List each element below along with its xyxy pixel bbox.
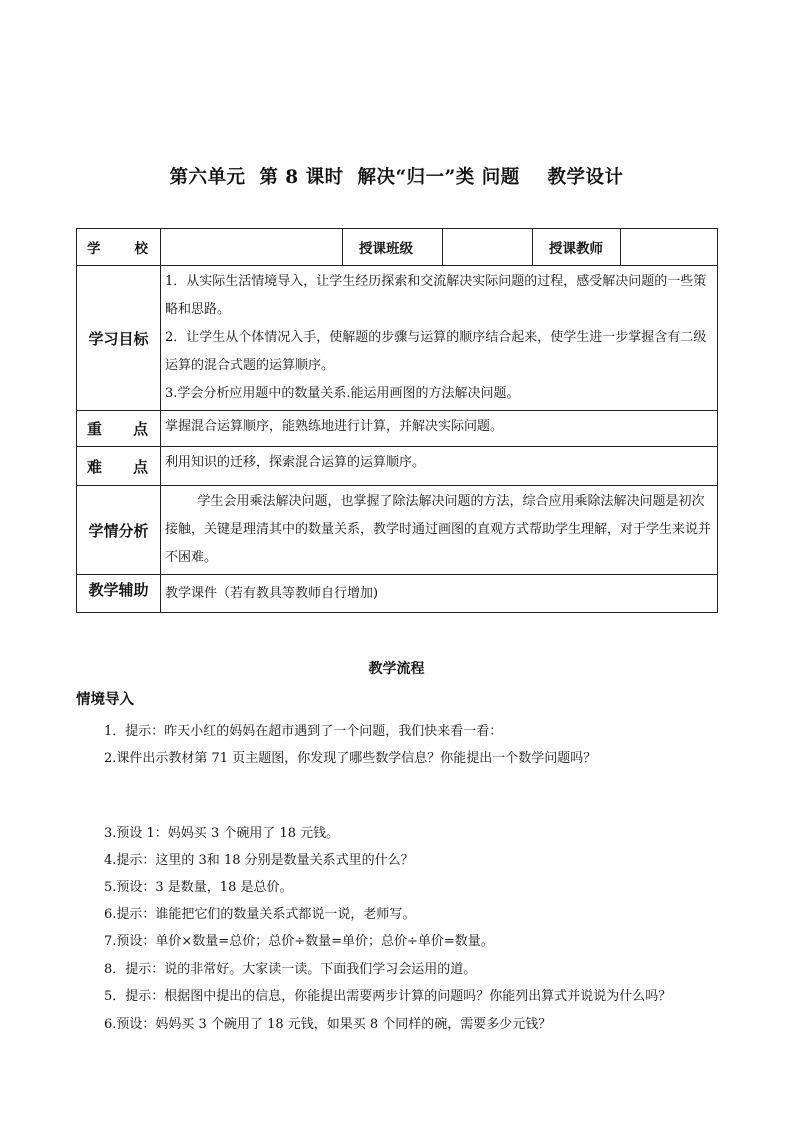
table-row: [77, 447, 718, 486]
school-label-char2: 校: [134, 241, 148, 257]
teacher-value-cell[interactable]: [621, 229, 718, 266]
flow-line: 2.课件出示教材第 71 页主题图，你发现了哪些数学信息？你能提出一个数学问题吗？: [104, 751, 597, 766]
key-text: 掌握混合运算顺序，能熟练地进行计算，并解决实际问题。: [161, 411, 718, 447]
flow-line: 6.预设：妈妈买 3 个碗用了 18 元钱，如果买 8 个同样的碗，需要多少元钱？: [104, 1017, 552, 1032]
flow-line: 5.预设：3 是数量，18 是总价。: [104, 880, 293, 895]
key-label-char1: 重: [87, 420, 103, 438]
lesson-info-table: [76, 228, 718, 613]
difficulty-label-char2: 点: [132, 457, 148, 476]
flow-line: 3.预设 1：妈妈买 3 个碗用了 18 元钱。: [104, 826, 340, 841]
difficulty-text: 利用知识的迁移，探索混合运算的运算顺序。: [161, 447, 718, 486]
table-row: [77, 411, 718, 447]
goal-item: 3.学会分析应用题中的数量关系.能运用画图的方法解决问题。: [165, 386, 520, 401]
goal-item: 2．让学生从个体情况入手，使解题的步骤与运算的顺序结合起来，使学生进一步掌握含有二级运算的混合式题的运算顺序。: [165, 330, 707, 373]
difficulty-label-char1: 难: [87, 457, 103, 476]
table-row: [77, 266, 718, 411]
analysis-label: 学情分析: [77, 486, 161, 575]
class-label: 授课班级: [343, 229, 443, 266]
teacher-label: 授课教师: [533, 229, 621, 266]
table-row: [77, 486, 718, 575]
key-label-char2: 点: [132, 420, 148, 438]
school-label-cell: [77, 229, 161, 266]
flow-line: 6.提示：谁能把它们的数量关系式都说一说，老师写。: [104, 907, 416, 922]
flow-line: 8．提示：说的非常好。大家读一读。下面我们学习会运用的道。: [104, 962, 477, 977]
flow-line: 7.预设：单价×数量=总价；总价÷数量=单价；总价÷单价=数量。: [104, 934, 494, 949]
goal-item: 1．从实际生活情境导入，让学生经历探索和交流解决实际问题的过程，感受解决问题的一些策略和思路。: [165, 274, 707, 317]
flow-line: 4.提示：这里的 3和 18 分别是数量关系式里的什么？: [104, 853, 414, 868]
table-row: [77, 575, 718, 613]
analysis-text: 学生会用乘法解决问题，也掌握了除法解决问题的方法，综合应用乘除法解决问题是初次接触，关键是理清其中的数量关系，教学时通过画图的直观方式帮助学生理解，对于学生来说并不困难。: [161, 486, 718, 575]
key-label-cell: [77, 411, 161, 447]
flow-line: 1．提示：昨天小红的妈妈在超市遇到了一个问题，我们快来看一看：: [104, 724, 503, 739]
flow-line: 5．提示：根据图中提出的信息，你能提出需要两步计算的问题吗？你能列出算式并说说为什么吗？: [104, 989, 672, 1004]
flow-subtitle: 情境导入: [76, 691, 134, 708]
aids-text: 教学课件（若有教具等教师自行增加): [161, 575, 718, 613]
document-title: 第六单元 第 8 课时 解决“归一”类 问题 教学设计: [169, 167, 624, 188]
table-row: [77, 229, 718, 266]
aids-label: 教学辅助: [77, 575, 161, 613]
class-value-cell[interactable]: [443, 229, 533, 266]
school-label-char1: 学: [87, 241, 101, 257]
goals-label: 学习目标: [77, 266, 161, 411]
school-value-cell[interactable]: [161, 229, 343, 266]
goals-cell: [161, 266, 718, 411]
difficulty-label-cell: [77, 447, 161, 486]
flow-title: 教学流程: [368, 661, 425, 677]
